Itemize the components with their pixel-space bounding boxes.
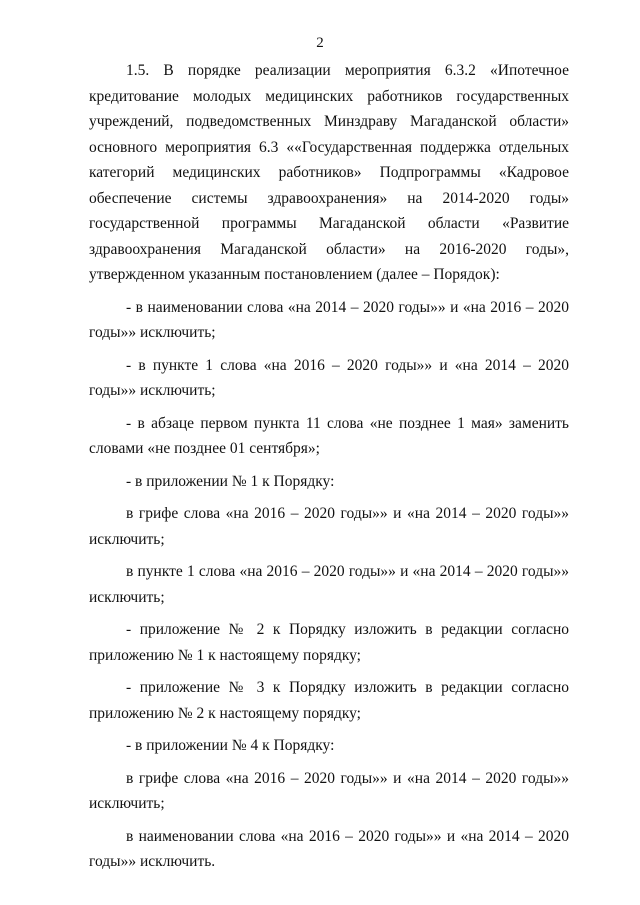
paragraph-item: в грифе слова «на 2016 – 2020 годы»» и «на 2014 – 2020 годы»» исключить;	[89, 769, 569, 812]
page-number: 2	[316, 35, 324, 51]
paragraph-item: - приложение № 2 к Порядку изложить в редакции согласно приложению № 1 к настоящему порядку;	[89, 621, 569, 664]
paragraph-item: в грифе слова «на 2016 – 2020 годы»» и «на 2014 – 2020 годы»» исключить;	[89, 505, 569, 548]
paragraph-item: - в приложении № 4 к Порядку:	[126, 737, 335, 754]
paragraph-item: - в пункте 1 слова «на 2016 – 2020 годы»» и «на 2014 – 2020 годы»» исключить;	[89, 356, 569, 399]
paragraph-item: - в абзаце первом пункта 11 слова «не позднее 1 мая» заменить словами «не позднее 01 сентября»;	[89, 414, 569, 457]
paragraph-item: - в приложении № 1 к Порядку:	[126, 472, 335, 490]
document-body	[89, 58, 569, 882]
paragraph-item: - приложение № 3 к Порядку изложить в редакции согласно приложению № 2 к настоящему порядку;	[89, 679, 569, 722]
paragraph-1-5: 1.5. В порядке реализации мероприятия 6.3.2 «Ипотечное кредитование молодых медицинских работников государственных учреждений, подведомственных Минздраву Магаданской области» основного мероприятия 6.3 ««Государственная поддержка отдельных категорий медицинских работников» Подпрограммы «Кадровое обеспечение системы здравоохранения» на 2014-2020 годы» государственной программы Магаданской области «Развитие здравоохранения Магаданской области» на 2016-2020 годы», утвержденном указанным постановлением (далее – Порядок):	[89, 62, 569, 283]
paragraph-item: в наименовании слова «на 2016 – 2020 годы»» и «на 2014 – 2020 годы»» исключить.	[89, 827, 569, 870]
paragraph-item: - в наименовании слова «на 2014 – 2020 годы»» и «на 2016 – 2020 годы»» исключить;	[89, 298, 569, 341]
paragraph-item: в пункте 1 слова «на 2016 – 2020 годы»» и «на 2014 – 2020 годы»» исключить;	[89, 563, 569, 606]
